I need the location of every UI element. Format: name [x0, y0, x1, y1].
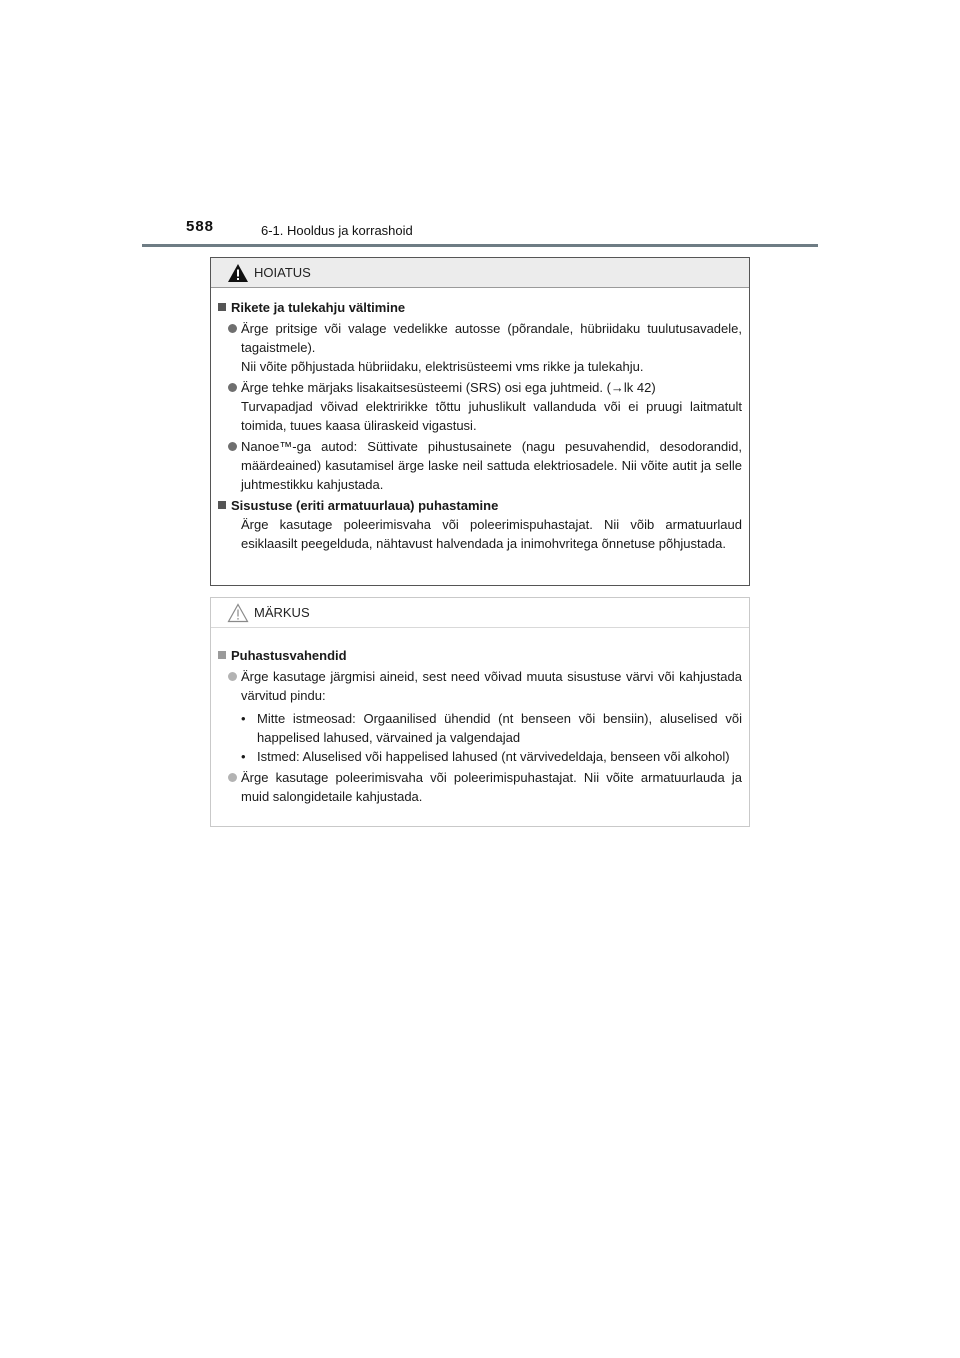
list-item	[228, 667, 742, 705]
notice-box-header	[211, 598, 749, 628]
list-item	[228, 378, 742, 435]
sub-list-item	[241, 747, 742, 766]
list-item	[228, 768, 742, 806]
round-bullet-icon	[228, 324, 237, 333]
warning-triangle-icon	[227, 263, 249, 283]
sub-bullet-mark: •	[241, 749, 246, 764]
sub-bullet-mark: •	[241, 711, 246, 726]
section-heading	[217, 298, 742, 317]
section-heading	[217, 646, 742, 665]
warning-label: HOIATUS	[254, 265, 311, 280]
square-bullet-icon	[218, 303, 226, 311]
heading-text: Rikete ja tulekahju vältimine	[231, 300, 406, 315]
list-item-text: Ärge kasutage järgmisi aineid, sest need võivad muuta sisustuse värvi või kahjustada värvitud pindu:	[241, 669, 742, 703]
list-item	[228, 437, 742, 494]
round-bullet-icon	[228, 672, 237, 681]
list-item-text: Ärge tehke märjaks lisakaitsesüsteemi (SRS) osi ega juhtmeid. (→lk 42) Turvapadjad võivad elektririkke tõttu juhuslikult vallanduda või ei pruugi laitmatult toimida, tuues kaasa üliraskeid vigastusi.	[241, 380, 742, 433]
list-item-text: Nanoe™-ga autod: Süttivate pihustusainete (nagu pesuvahendid, desodorandid, määrdeained) kasutamisel ärge laske neil sattuda elektriosadele. Nii võite autit ja selle juhtmestikku kahjustada.	[241, 439, 742, 492]
notice-label: MÄRKUS	[254, 605, 310, 620]
list-item-text: Ärge pritsige või valage vedelikke autosse (põrandale, hübriidaku tuulutusavadele, tagaistmele). Nii võite põhjustada hübriidaku, elektrisüsteemi vms rikke ja tulekahju.	[241, 321, 742, 374]
heading-text: Puhastusvahendid	[231, 648, 347, 663]
sub-list-item-text: Mitte istmeosad: Orgaanilised ühendid (nt benseen või bensiin), aluselised või happelised lahused, värvained ja valgendajad	[257, 711, 742, 745]
square-bullet-icon	[218, 501, 226, 509]
header-rule	[142, 244, 818, 247]
round-bullet-icon	[228, 383, 237, 392]
paragraph: Ärge kasutage poleerimisvaha või poleerimispuhastajat. Nii võib armatuurlaud esiklaasilt peegelduda, nähtavust halvendada ja inimohvritega õnnetuse põhjustada.	[241, 517, 742, 551]
warning-box-header	[211, 258, 749, 288]
warning-box	[210, 257, 750, 586]
list-item-text: Ärge kasutage poleerimisvaha või poleerimispuhastajat. Nii võite armatuurlauda ja muid salongidetaile kahjustada.	[241, 770, 742, 804]
section-heading	[217, 496, 742, 515]
section-title: 6-1. Hooldus ja korrashoid	[261, 223, 413, 238]
round-bullet-icon	[228, 442, 237, 451]
sub-list-item-text: Istmed: Aluselised või happelised lahused (nt värvivedeldaja, benseen või alkohol)	[257, 749, 730, 764]
caution-triangle-outline-icon	[227, 603, 249, 623]
page-number: 588	[186, 218, 215, 235]
notice-box	[210, 597, 750, 827]
sub-list-item	[241, 709, 742, 747]
list-item	[228, 319, 742, 376]
heading-text: Sisustuse (eriti armatuurlaua) puhastamine	[231, 498, 499, 513]
square-bullet-icon	[218, 651, 226, 659]
round-bullet-icon	[228, 773, 237, 782]
